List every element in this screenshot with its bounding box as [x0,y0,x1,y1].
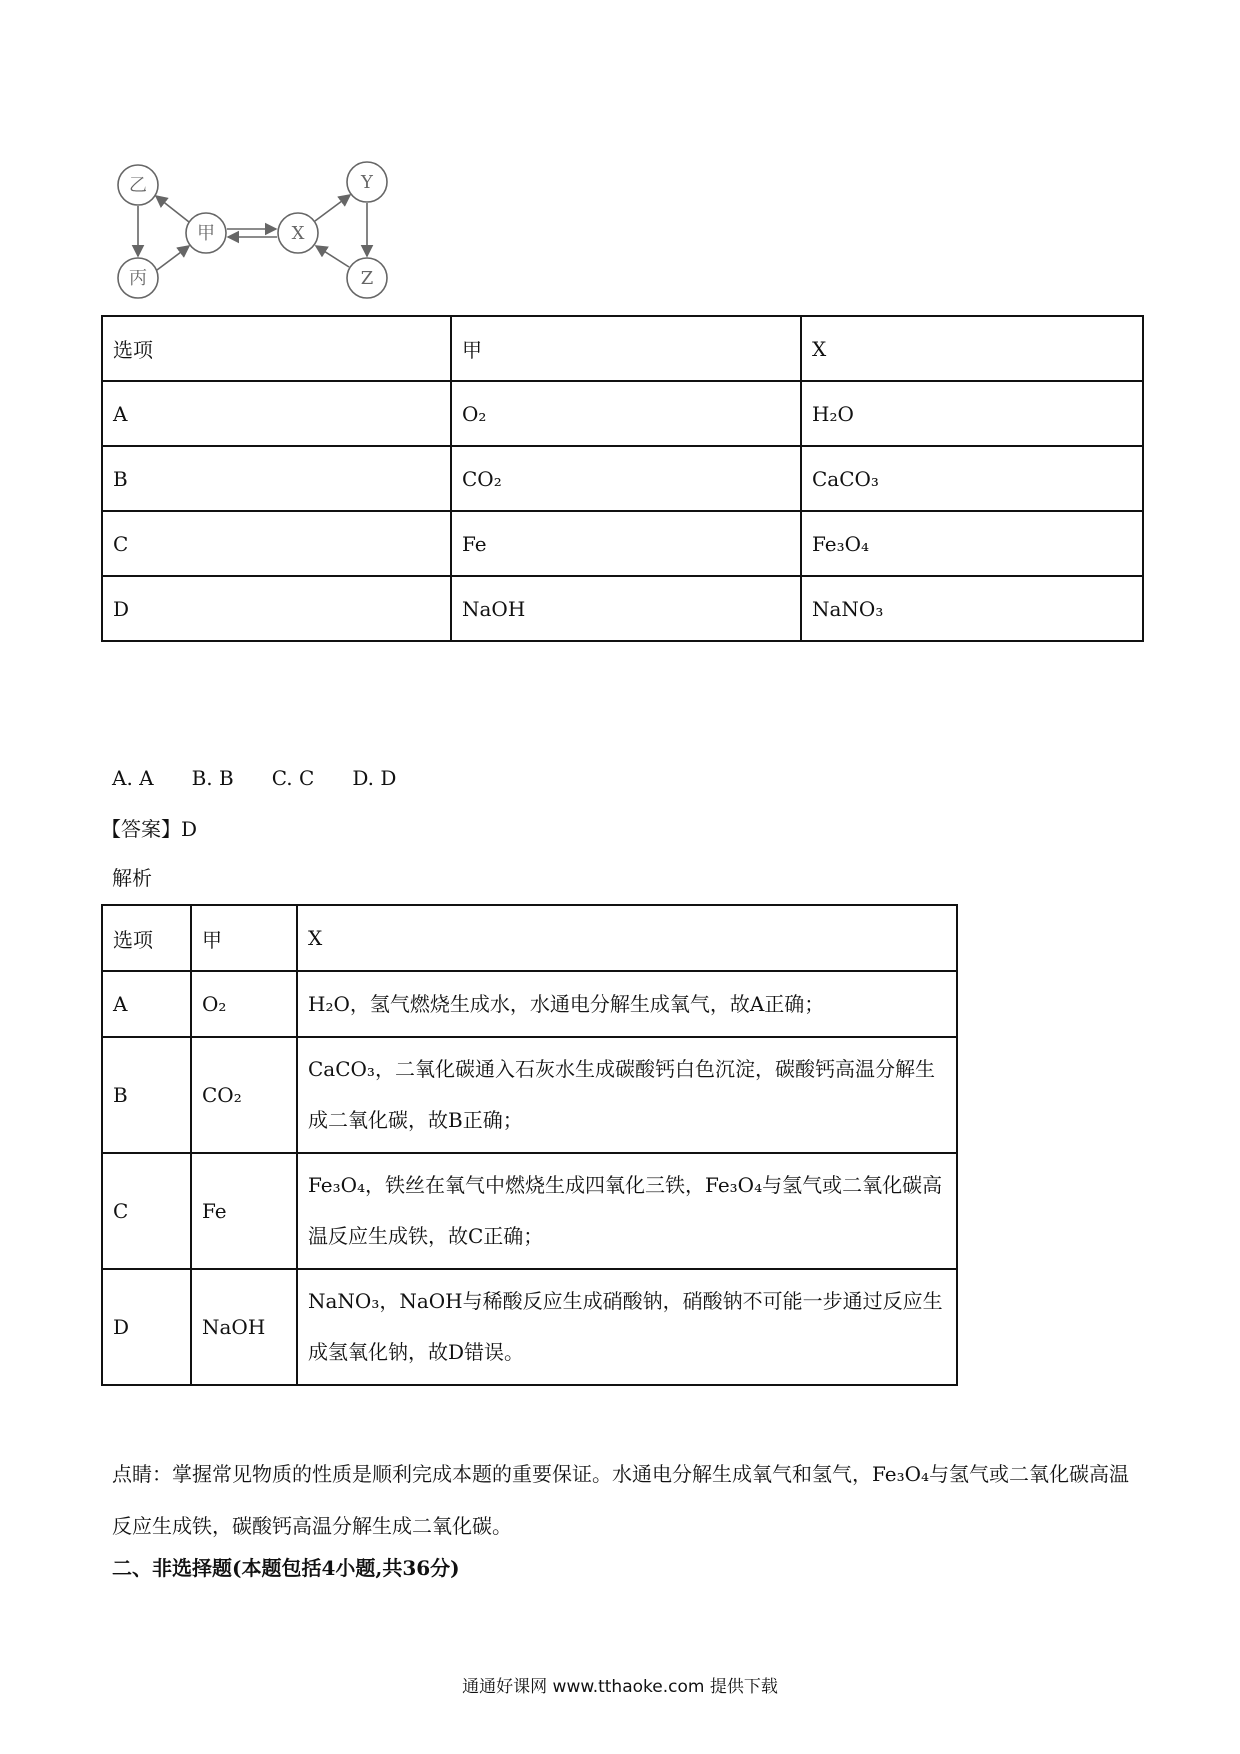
table-row [102,446,1143,511]
table-row [102,971,957,1037]
table-header-row [102,316,1143,381]
answer-choices [112,766,434,790]
table-cell: C [102,511,451,576]
options-table [101,315,1144,642]
table-cell: X [801,316,1143,381]
table-cell: O₂ [191,971,297,1037]
table-cell: CaCO₃，二氧化碳通入石灰水生成碳酸钙白色沉淀，碳酸钙高温分解生成二氧化碳，故B正确； [297,1037,957,1153]
table-cell: H₂O [801,381,1143,446]
key-point-note: 点睛：掌握常见物质的性质是顺利完成本题的重要保证。水通电分解生成氧气和氢气，Fe₃O₄与氢气或二氧化碳高温反应生成铁，碳酸钙高温分解生成二氧化碳。 [112,1462,1130,1538]
answer-line: 【答案】D [101,817,198,841]
table-cell: C [102,1153,191,1269]
table-row [102,381,1143,446]
table-cell: 选项 [102,905,191,971]
table-cell: Fe₃O₄ [801,511,1143,576]
table-cell: CO₂ [451,446,801,511]
node-label: Z [360,268,374,289]
node-label: Y [361,172,373,193]
table-row [102,1269,957,1385]
table-row [102,576,1143,641]
table-cell: D [102,576,451,641]
table-cell: Fe₃O₄，铁丝在氧气中燃烧生成四氧化三铁，Fe₃O₄与氢气或二氧化碳高温反应生成铁，故C正确； [297,1153,957,1269]
table-cell: O₂ [451,381,801,446]
choice-a: A. A [112,766,154,790]
table-cell: Fe [451,511,801,576]
table-row [102,1037,957,1153]
table-cell: H₂O，氢气燃烧生成水，水通电分解生成氧气，故A正确； [297,971,957,1037]
choice-c: C. C [271,766,315,790]
table-cell: 选项 [102,316,451,381]
node-label: 乙 [129,175,147,196]
table-cell: Fe [191,1153,297,1269]
table-row [102,511,1143,576]
analysis-table [101,904,958,1386]
node-label: 甲 [197,223,215,244]
table-cell: A [102,381,451,446]
node-label: X [291,223,305,244]
table-cell: NaOH [451,576,801,641]
choice-b: B. B [191,766,234,790]
table-cell: NaOH [191,1269,297,1385]
table-cell: B [102,1037,191,1153]
table-cell: A [102,971,191,1037]
table-cell: D [102,1269,191,1385]
table-cell: NaNO₃，NaOH与稀酸反应生成硝酸钠，硝酸钠不可能一步通过反应生成氢氧化钠，故D错误。 [297,1269,957,1385]
section-heading: 二、非选择题(本题包括4小题,共36分) [112,1556,460,1580]
page-footer: 通通好课网 www.tthaoke.com 提供下载 [462,1677,778,1697]
table-cell: B [102,446,451,511]
node-label: 丙 [129,268,147,289]
table-cell: CO₂ [191,1037,297,1153]
table-cell: X [297,905,957,971]
table-header-row [102,905,957,971]
table-cell: 甲 [451,316,801,381]
relation-diagram [100,150,400,300]
table-row [102,1153,957,1269]
choice-d: D. D [352,766,397,790]
table-cell: 甲 [191,905,297,971]
table-cell: CaCO₃ [801,446,1143,511]
analysis-label: 解析 [112,866,152,890]
table-cell: NaNO₃ [801,576,1143,641]
